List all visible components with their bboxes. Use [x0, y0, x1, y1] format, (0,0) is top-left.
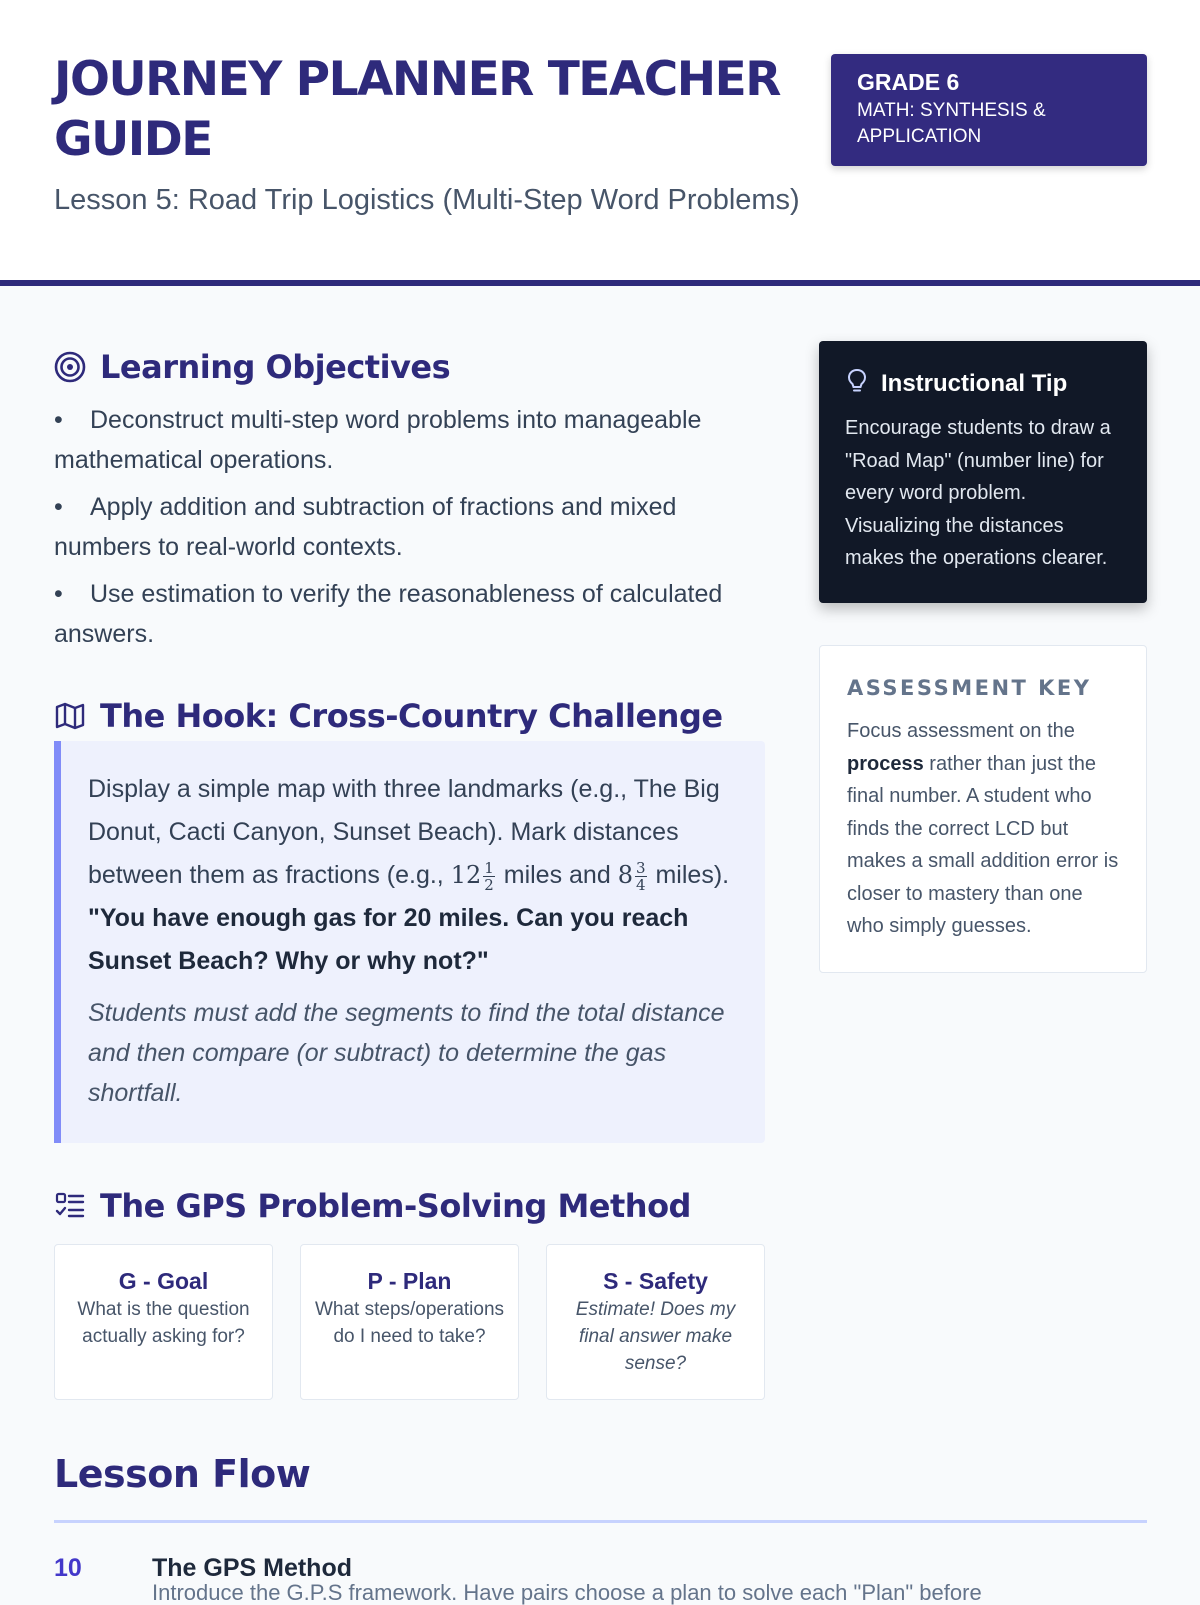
instructional-tip-card	[819, 341, 1147, 603]
target-icon	[54, 351, 86, 383]
document-title: JOURNEY PLANNER TEACHER GUIDE	[54, 52, 780, 167]
lesson-flow-heading: Lesson Flow	[54, 1452, 311, 1496]
list-item: • Deconstruct multi-step word problems into manageable mathematical operations.	[54, 406, 702, 474]
assessment-body: Focus assessment on the process rather than just the final number. A student who finds the correct LCD but makes a small addition error is closer to mastery than one who simply guesses.	[847, 720, 1119, 937]
checklist-icon	[54, 1190, 86, 1222]
hook-heading	[54, 697, 723, 735]
tip-body: Encourage students to draw a "Road Map" (number line) for every word problem. Visualizing the distances makes the operations clearer.	[845, 417, 1111, 569]
fraction: $\frac{1}{2}$	[484, 858, 494, 894]
hook-question: "You have enough gas for 20 miles. Can you reach Sunset Beach? Why or why not?"	[88, 904, 689, 975]
assessment-key-card	[819, 645, 1147, 973]
grade-label: GRADE 6	[857, 69, 960, 95]
fraction: $\frac{3}{4}$	[635, 858, 646, 894]
objectives-heading-label: Learning Objectives	[100, 348, 451, 386]
hook-callout	[54, 741, 765, 1143]
lightbulb-icon	[847, 368, 867, 399]
grade-badge	[831, 54, 1147, 166]
list-item: • Use estimation to verify the reasonableness of calculated answers.	[54, 580, 723, 648]
list-item: • Apply addition and subtraction of fractions and mixed numbers to real-world contexts.	[54, 493, 677, 561]
objectives-heading	[54, 348, 450, 386]
subject-label: MATH: SYNTHESIS & APPLICATION	[857, 100, 1046, 147]
assessment-heading: ASSESSMENT KEY	[847, 676, 1092, 700]
hook-note: Students must add the segments to find the total distance and then compare (or subtract) to determine the gas shortfall.	[88, 999, 725, 1107]
step-description: Introduce the G.P.S framework. Have pairs choose a plan to solve each "Plan" before	[152, 1580, 982, 1605]
gps-card-safety: S - Safety Estimate! Does my final answer make sense?	[546, 1244, 765, 1400]
step-title: The GPS Method	[152, 1554, 352, 1582]
step-minutes: 10	[54, 1554, 82, 1582]
hook-description: Display a simple map with three landmarks (e.g., The Big Donut, Cacti Canyon, Sunset Beach). Mark distances between them as fractions (e.g., 12 $\frac{1}{2}$ miles and 8 $\frac{3}{4}$ miles). "You have enough gas for 20 miles. Can you reach Sunset Beach? Why or why not?"	[88, 775, 730, 975]
page-header	[0, 0, 1200, 286]
gps-heading-label: The GPS Problem-Solving Method	[100, 1187, 691, 1225]
map-icon	[54, 700, 86, 732]
objectives-list	[54, 400, 774, 661]
gps-card-plan: P - Plan What steps/operations do I need to take?	[300, 1244, 519, 1400]
tip-heading: Instructional Tip	[847, 368, 1121, 399]
divider	[54, 1520, 1147, 1523]
gps-card-goal: G - Goal What is the question actually asking for?	[54, 1244, 273, 1400]
hook-heading-label: The Hook: Cross-Country Challenge	[100, 697, 723, 735]
gps-cards	[54, 1244, 765, 1400]
lesson-subtitle: Lesson 5: Road Trip Logistics (Multi-Step Word Problems)	[54, 184, 800, 216]
gps-heading	[54, 1187, 691, 1225]
